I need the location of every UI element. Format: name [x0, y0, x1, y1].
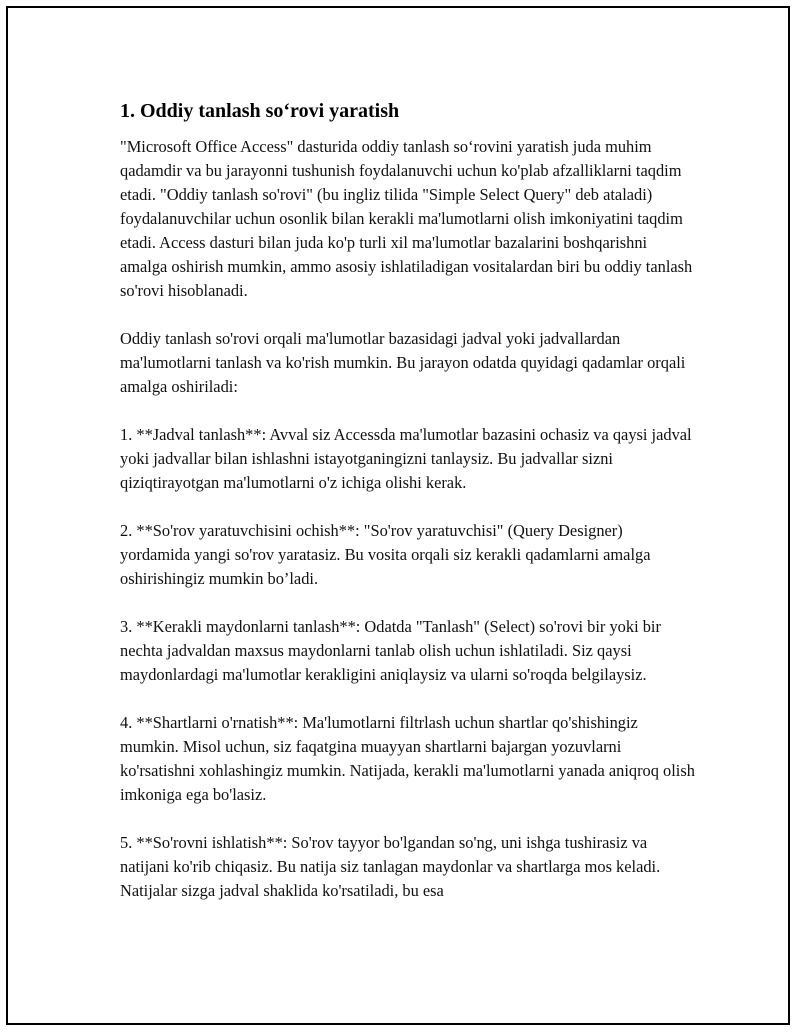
paragraph-intro: "Microsoft Office Access" dasturida oddiy tanlash so‘rovini yaratish juda muhim qadamdir va bu jarayonni tushunish foydalanuvchi uchun ko'plab afzalliklarni taqdim etadi. "Oddiy tanlash so'rovi" (bu ingliz tilida "Simple Select Query" deb ataladi) foydalanuvchilar uchun osonlik bilan kerakli ma'lumotlarni olish imkoniyatini taqdim etadi. Access dasturi bilan juda ko'p turli xil ma'lumotlar bazalarini boshqarishni amalga oshirish mumkin, ammo asosiy ishlatiladigan vositalardan biri bu oddiy tanlash so'rovi hisoblanadi.: [120, 137, 693, 300]
paragraph-step-3: 3. **Kerakli maydonlarni tanlash**: Odatda "Tanlash" (Select) so'rovi bir yoki bir nechta jadvaldan maxsus maydonlarni tanlab olish uchun ishlatiladi. Siz qaysi maydonlardagi ma'lumotlar kerakligini aniqlaysiz va ularni so'roqda belgilaysiz.: [120, 617, 661, 684]
paragraph-step-4: 4. **Shartlarni o'rnatish**: Ma'lumotlarni filtrlash uchun shartlar qo'shishingiz mumkin. Misol uchun, siz faqatgina muayyan shartlarni bajargan yozuvlarni ko'rsatishni xohlashingiz mumkin. Natijada, kerakli ma'lumotlarni yanada aniqroq olish imkoniga ega bo'lasiz.: [120, 713, 695, 804]
page-frame: [6, 6, 790, 1025]
paragraph-step-2: 2. **So'rov yaratuvchisini ochish**: "So'rov yaratuvchisi" (Query Designer) yordamida yangi so'rov yaratasiz. Bu vosita orqali siz kerakli qadamlarni amalga oshirishingiz mumkin bo’ladi.: [120, 521, 651, 588]
document-body: [120, 98, 696, 903]
section-heading: 1. Oddiy tanlash so‘rovi yaratish: [120, 100, 400, 122]
paragraph-step-1: 1. **Jadval tanlash**: Avval siz Accessda ma'lumotlar bazasini ochasiz va qaysi jadval yoki jadvallar bilan ishlashni istayotganingizni tanlaysiz. Bu jadvallar sizni qiziqtirayotgan ma'lumotlarni o'z ichiga olishi kerak.: [120, 425, 692, 492]
paragraph-overview: Oddiy tanlash so'rovi orqali ma'lumotlar bazasidagi jadval yoki jadvallardan ma'lumotlarni tanlash va ko'rish mumkin. Bu jarayon odatda quyidagi qadamlar orqali amalga oshiriladi:: [120, 329, 686, 396]
paragraph-step-5: 5. **So'rovni ishlatish**: So'rov tayyor bo'lgandan so'ng, uni ishga tushirasiz va natijani ko'rib chiqasiz. Bu natija siz tanlagan maydonlar va shartlarga mos keladi. Natijalar sizga jadval shaklida ko'rsatiladi, bu esa: [120, 833, 661, 900]
